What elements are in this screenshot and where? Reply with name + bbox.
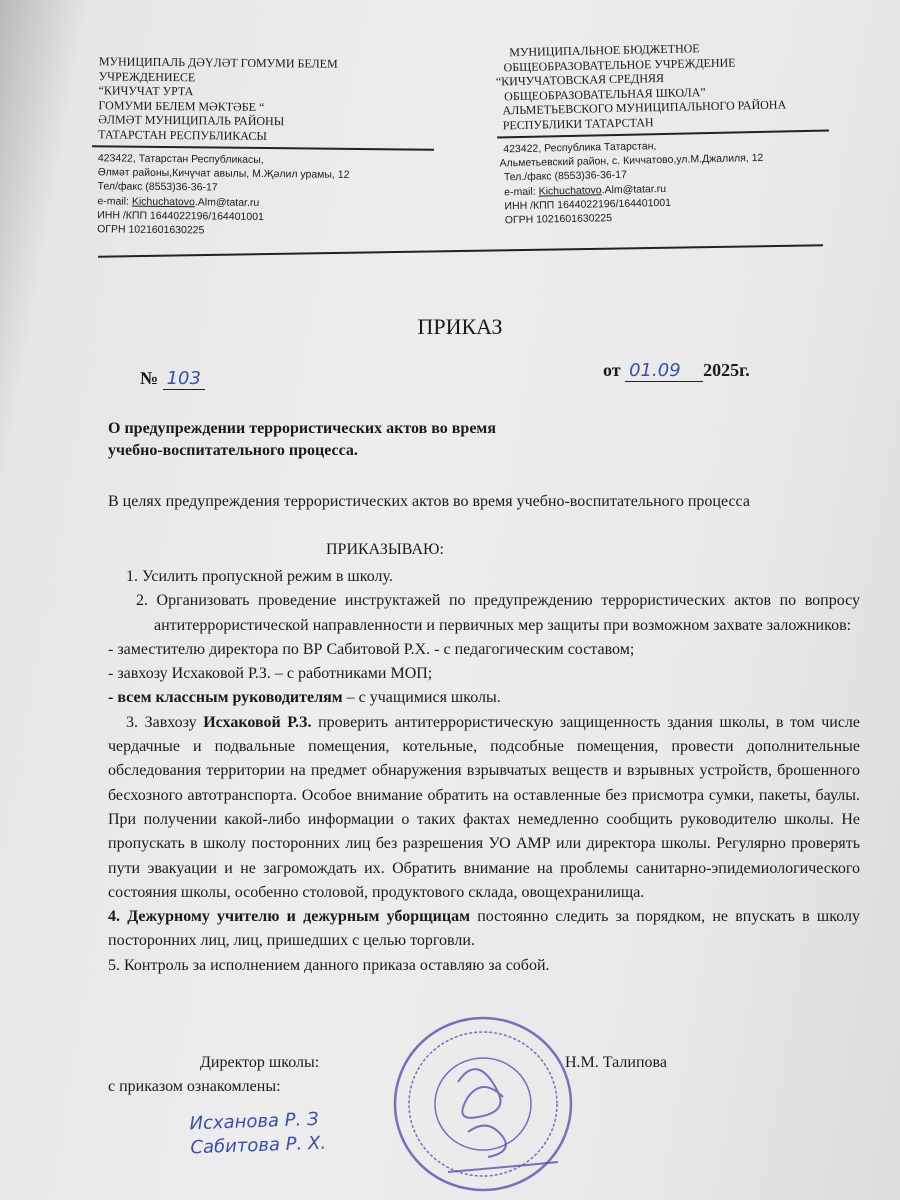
header-tatar xyxy=(97,54,429,240)
org-name-tatar: МУНИЦИПАЛЬ ДӘҮЛӘТ ГОМУМИ БЕЛЕМ УЧРЕЖДЕНИЕСЕ “КИЧУЧАТ УРТА ГОМУМИ БЕЛЕМ МӘКТӘБЕ “ ӘЛМӘТ МУНИЦИПАЛЬ РАЙОНЫ ТАТАРСТАН РЕСПУБЛИКАСЫ xyxy=(98,54,338,143)
item-2c: - всем классным руководителям – с учащимися школы. xyxy=(108,689,501,707)
school-seal-stamp xyxy=(388,1012,578,1197)
order-number-value: 103 xyxy=(163,368,205,390)
order-date: от 01.09 2025г. xyxy=(603,360,750,381)
order-body xyxy=(108,565,860,978)
director-name: Н.М. Талипова xyxy=(565,1054,667,1071)
org-name-russian: МУНИЦИПАЛЬНОЕ БЮДЖЕТНОЕ ОБЩЕОБРАЗОВАТЕЛЬНОЕ УЧРЕЖДЕНИЕ “КИЧУЧАТОВСКАЯ СРЕДНЯЯ ОБЩЕОБРАЗОВАТЕЛЬНАЯ ШКОЛА” АЛЬМЕТЬЕВСКОГО МУНИЦИПАЛЬНОГО РАЙОНА РЕСПУБЛИКИ ТАТАРСТАН xyxy=(495,41,787,132)
item-2b: - завхозу Исхаковой Р.З. – с работниками МОП; xyxy=(108,665,433,683)
header-bottom-rule xyxy=(98,244,823,257)
divider xyxy=(92,145,434,151)
acknowledgement-label: с приказом ознакомлены: xyxy=(108,1078,281,1095)
item-2: 2. Организовать проведение инструктажей по предупреждению террористических актов по вопросу антитеррористической направленности и первичных мер защиты при возможном захвате заложников: xyxy=(136,592,860,634)
signature-label: Директор школы: xyxy=(200,1054,320,1071)
document-title: ПРИКАЗ xyxy=(417,314,503,339)
contacts-tatar: 423422, Татарстан Республикасы, Әлмәт районы,Кичүчат авылы, М.Җәлил урамы, 12 Тел/факс (8553)36-36-17 e-mail: Kichuchatovo.Alm@tatar.ru ИНН /КПП 1644022196/164401001 ОГРН 1021601630225 xyxy=(97,151,428,240)
intro-text: В целях предупреждения террористических актов во время учебно-воспитательного процесса xyxy=(108,493,750,510)
header-russian xyxy=(495,39,825,228)
item-3: 3. Завхозу Исхаковой Р.З. проверить антитеррористическую защищенность здания школы, в том числе чердачные и подвальные помещения, котельные, подсобные помещения, провести дополнительные обследования территории на предмет обнаружения взрывчатых веществ и взрывных устройств, брошенного бесхозного автотранспорта. Особое внимание обратить на оставленные без присмотра сумки, пакеты, баулы. При получении какой-либо информации о таких фактах немедленно сообщить руководителю школы. Не пропускать в школу посторонних лиц без разрешения УО АМР или директора школы. Регулярно проверять пути эвакуации и не загромождать их. Обратить внимание на проблемы санитарно-эпидемиологического состояния школы, особенно столовой, продуктового склада, овощехранилища. xyxy=(108,713,861,901)
acknowledgement-signatures: Исханова Р. З Сабитова Р. Х. xyxy=(189,1108,327,1159)
order-word: ПРИКАЗЫВАЮ: xyxy=(326,541,444,558)
contacts-russian: 423422, Республика Татарстан, Альметьевский район, с. Киччатово,ул.М.Джалиля, 12 Тел./факс (8553)36-36-17 e-mail: Kichuchatovo.Alm@tatar.ru ИНН /КПП 1644022196/164401001 ОГРН 1021601630225 xyxy=(503,136,825,228)
item-5: 5. Контроль за исполнением данного приказа оставляю за собой. xyxy=(108,956,550,974)
item-4: 4. Дежурному учителю и дежурным уборщицам постоянно следить за порядком, не впускать в школу посторонних лиц, лиц, пришедших с целью торговли. xyxy=(108,908,860,950)
item-2a: - заместителю директора по ВР Сабитовой Р.Х. - с педагогическим составом; xyxy=(108,640,635,658)
order-subject: О предупреждении террористических актов во время учебно-воспитательного процесса. xyxy=(108,420,496,459)
email: e-mail: Kichuchatovo.Alm@tatar.ru xyxy=(504,182,667,198)
order-number: № 103 xyxy=(140,368,205,390)
item-1: 1. Усилить пропускной режим в школу. xyxy=(126,568,393,585)
email: e-mail: Kichuchatovo.Alm@tatar.ru xyxy=(97,194,260,209)
order-date-value: 01.09 xyxy=(625,360,703,382)
